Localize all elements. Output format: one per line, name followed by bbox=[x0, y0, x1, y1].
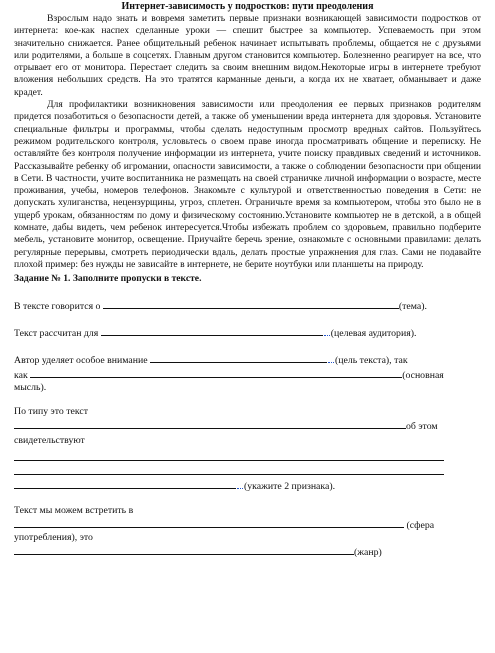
question-audience bbox=[14, 325, 481, 339]
question-purpose-line3: мысль). bbox=[14, 382, 47, 394]
question-sphere-line3 bbox=[14, 532, 481, 543]
question-purpose-line2 bbox=[14, 367, 481, 381]
question-sphere-line4 bbox=[14, 544, 481, 558]
question-type-line4 bbox=[14, 478, 481, 492]
q5-label: Текст мы можем встретить в bbox=[14, 505, 134, 517]
q4-about: об этом bbox=[406, 421, 438, 433]
signs-blank-1[interactable] bbox=[14, 450, 444, 461]
paragraph-2: Для профилактики возникновения зависимости или преодоления ее первых признаков родителям придется позаботиться о безопасности детей, а также об уменьшении вреда интернета для здоровья. Установите специальные фильтры и программы, чтобы сделать недоступным просмотр вредных сайтов. Пользуйтесь режимом родительского контроля, условьтесь о своем праве иногда просматривать общение и переписку. Не оставляйте без контроля получение информации из интернета, учите поиску правдивых сведений и источников. Рассказывайте ребенку об игромании, опасности зависимости, а также о соблюдении безопасности при общении в Сети. В частности, учите воспитанника не размещать на своей страничке личной информации о возрасте, месте проживания, учебы, номеров телефонов. Знакомьте с культурой и ответственностью поведения в Сети: не допускать хулиганства, нецензурщины, угроз, сплетен. Ограничьте время за компьютером, чтобы это было не в ущерб урокам, обязанностям по дому и физическому состоянию.Установите компьютер не в детской, а в общей комнате, дабы видеть, чем ребенок интересуется.Чтобы избежать проблем со здоровьем, правильно подберите мебель, установите монитор, освещение. Приучайте беречь зрение, ознакомьте с основными правилами: делать регулярные перерывы, смотреть периодически вдаль, делать простые упражнения для глаз. Сами не подавайте плохой пример: без нужды не зависайте в интернете, не берите ноутбуки или планшеты на природу. bbox=[14, 99, 481, 270]
question-type-line3: свидетельствуют bbox=[14, 435, 85, 447]
signs-blank-3[interactable] bbox=[14, 478, 236, 489]
q3-kak: как bbox=[14, 370, 28, 382]
genre-blank[interactable] bbox=[14, 544, 354, 555]
main-idea-blank[interactable] bbox=[30, 367, 402, 378]
q5-hint-end: (жанр) bbox=[354, 547, 382, 559]
q5-usage: употребления), это bbox=[14, 532, 93, 544]
q1-hint: (тема). bbox=[398, 301, 427, 313]
correction-mark bbox=[324, 331, 330, 336]
q2-hint: (целевая аудитория). bbox=[330, 328, 417, 340]
correction-mark bbox=[328, 358, 334, 363]
topic-blank[interactable] bbox=[103, 298, 399, 309]
q3-hint: (цель текста), так bbox=[335, 355, 408, 367]
question-type bbox=[14, 406, 481, 417]
question-sphere-line2 bbox=[14, 517, 481, 531]
question-sphere bbox=[14, 505, 481, 516]
q3-hint-end: (основная bbox=[402, 370, 444, 382]
signs-blank-2[interactable] bbox=[14, 464, 444, 475]
q4-hint: (укажите 2 признака). bbox=[244, 481, 336, 493]
question-topic bbox=[14, 298, 481, 312]
q5-hint: (сфера bbox=[406, 520, 435, 532]
q3-label: Автор уделяет особое внимание bbox=[14, 355, 148, 367]
purpose-blank[interactable] bbox=[150, 352, 327, 363]
question-purpose bbox=[14, 352, 481, 366]
q2-label: Текст рассчитан для bbox=[14, 328, 99, 340]
document-title: Интернет-зависимость у подростков: пути преодоления bbox=[121, 1, 374, 12]
q1-label: В тексте говорится о bbox=[14, 301, 101, 313]
question-type-line2 bbox=[14, 418, 481, 432]
audience-blank[interactable] bbox=[101, 325, 323, 336]
text-type-blank[interactable] bbox=[14, 418, 406, 429]
paragraph-1: Взрослым надо знать и вовремя заметить первые признаки возникающей зависимости подростков от интернета: кое-как наспех сделанные уроки — спешит быстрее за компьютер. Успеваемость при этом значительно снижается. Ранее общительный ребенок начинает испытывать проблемы, общается не с друзьями или родителями, а больше в соцсетях. Главным другом становится компьютер. Болезненно реагирует на все, что отрывает его от монитора. Перестает следить за своим внешним видом.Некоторые игры в интернете требуют вложения небольших средств. На это тратятся карманные деньги, а когда их не хватает, обманывает и даже крадет. bbox=[14, 13, 481, 98]
document-page bbox=[14, 0, 481, 558]
task-title: Задание № 1. Заполните пропуски в тексте. bbox=[14, 273, 202, 285]
sphere-blank[interactable] bbox=[14, 517, 404, 528]
correction-mark bbox=[237, 484, 243, 489]
q4-label: По типу это текст bbox=[14, 406, 89, 418]
